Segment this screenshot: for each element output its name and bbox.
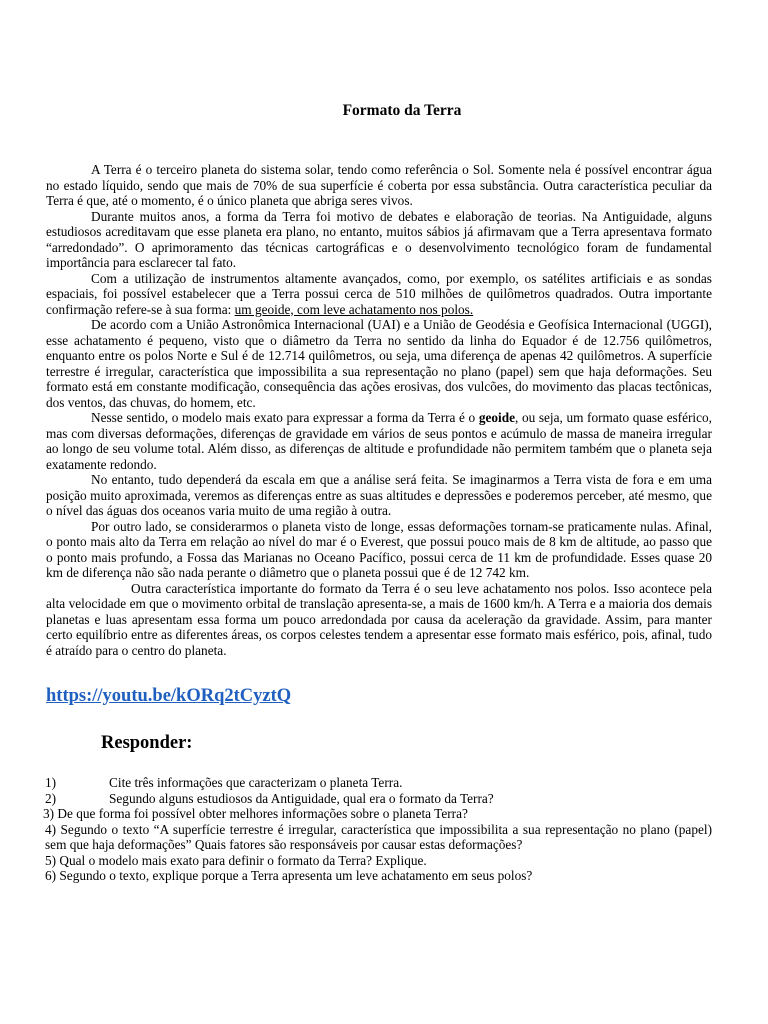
- question-2: [45, 791, 712, 807]
- paragraph-5-text-before: Nesse sentido, o modelo mais exato para expressar a forma da Terra é o: [91, 410, 479, 425]
- paragraph-2: Durante muitos anos, a forma da Terra foi motivo de debates e elaboração de teorias. Na Antiguidade, alguns estudiosos acreditavam que esse planeta era plano, no entanto, muitos sábios já afirmavam que a Terra apresentava formato “arredondado”. O aprimoramento das técnicas cartográficas e o desenvolvimento tecnológico foram de fundamental importância para esclarecer tal fato.: [46, 208, 712, 270]
- paragraph-4: De acordo com a União Astronômica Internacional (UAI) e a União de Geodésia e Geofísica Internacional (UGGI), esse achatamento é pequeno, visto que o diâmetro da Terra no sentido da linha do Equador é de 12.756 quilômetros, enquanto entre os polos Norte e Sul é de 12.714 quilômetros, ou seja, uma diferença de apenas 42 quilômetros. A superfície terrestre é irregular, característica que impossibilita a sua representação no plano (papel) sem que haja deformações. Seu formato está em constante modificação, consequência das ações erosivas, dos vulcões, do movimento das placas tectônicas, dos ventos, das chuvas, do homem, etc.: [46, 317, 712, 410]
- bold-geoide-term: geoide: [478, 410, 516, 425]
- paragraph-5-text-after: , ou seja, um formato quase esférico, mas com diversas deformações, diferenças de gravidade em vários de seus pontos e acúmulo de massa de maneira irregular ao longo de seu volume total. Além disso, as diferenças de altitude e profundidade não permitem também que o planeta seja exatamente redondo.: [46, 410, 713, 472]
- document-title: Formato da Terra: [342, 102, 462, 119]
- paragraph-5: [46, 410, 712, 472]
- question-6: 6) Segundo o texto, explique porque a Terra apresenta um leve achatamento em seus polos?: [45, 868, 533, 883]
- question-4: 4) Segundo o texto “A superfície terrestre é irregular, característica que impossibilita a sua representação no plano (papel) sem que haja deformações” Quais fatores são responsáveis por causar estas deformações?: [45, 821, 712, 852]
- paragraph-3-text: Com a utilização de instrumentos altamente avançados, como, por exemplo, os satélites artificiais e as sondas espaciais, foi possível estabelecer que a Terra possui cerca de 510 milhões de quilômetros quadrados. Outra importante confirmação refere-se à sua forma:: [46, 270, 712, 317]
- youtube-link[interactable]: https://youtu.be/kORq2tCyztQ: [46, 686, 292, 706]
- paragraph-3: [46, 271, 712, 318]
- underlined-geoide-phrase: um geoide, com leve achatamento nos polos.: [234, 301, 474, 317]
- question-3: 3) De que forma foi possível obter melhores informações sobre o planeta Terra?: [43, 806, 468, 821]
- paragraph-6: No entanto, tudo dependerá da escala em que a análise será feita. Se imaginarmos a Terra vista de fora e em uma posição muito aproximada, veremos as diferenças entre as suas altitudes e depressões e poderemos perceber, até mesmo, que o nível das águas dos oceanos varia muito de uma região à outra.: [46, 472, 712, 518]
- paragraph-8: Outra característica importante do formato da Terra é o seu leve achatamento nos polos. Isso acontece pela alta velocidade em que o movimento orbital de translação apresenta-se, a mais de 1600 km/h. A Terra e a maioria dos demais planetas e luas apresentam essa forma um pouco arredondada por causa da aceleração da gravidade. Assim, para manter certo equilíbrio entre as diferentes áreas, os corpos celestes tendem a apresentar esse formato mais esférico, pois, afinal, tudo é atraído para o centro do planeta.: [46, 580, 712, 658]
- questions-list: [45, 775, 712, 884]
- question-2-number: 2): [45, 790, 57, 806]
- article-body: [46, 162, 712, 658]
- question-2-text: Segundo alguns estudiosos da Antiguidade, qual era o formato da Terra?: [109, 790, 494, 806]
- question-1-text: Cite três informações que caracterizam o planeta Terra.: [109, 775, 403, 790]
- question-5: 5) Qual o modelo mais exato para definir o formato da Terra? Explique.: [45, 852, 427, 868]
- question-1-number: 1): [45, 775, 57, 790]
- question-1: [45, 775, 712, 791]
- responder-heading: Responder:: [101, 733, 193, 753]
- paragraph-1: A Terra é o terceiro planeta do sistema solar, tendo como referência o Sol. Somente nela é possível encontrar água no estado líquido, sendo que mais de 70% de sua superfície é coberta por essa substância. Outra característica peculiar da Terra é que, até o momento, é o único planeta que abriga seres vivos.: [46, 162, 712, 208]
- paragraph-7: Por outro lado, se considerarmos o planeta visto de longe, essas deformações tornam-se praticamente nulas. Afinal, o ponto mais alto da Terra em relação ao nível do mar é o Everest, que possui pouco mais de 8 km de altitude, ao passo que o ponto mais profundo, a Fossa das Marianas no Oceano Pacífico, possui cerca de 11 km de profundidade. Esses quase 20 km de diferença não são nada perante o diâmetro que o planeta possui que é de 12 742 km.: [46, 518, 712, 580]
